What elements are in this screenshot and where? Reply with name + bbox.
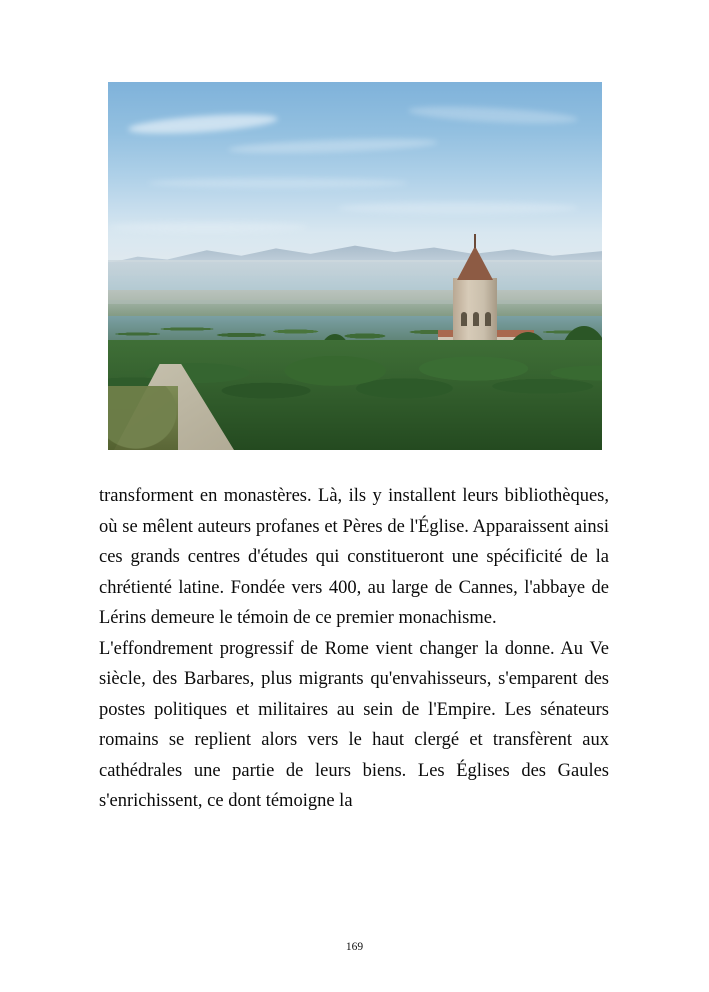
- foreground-scrub: [108, 386, 178, 450]
- tower-window: [461, 312, 467, 326]
- sky-region: [108, 82, 602, 262]
- tower-window: [473, 312, 479, 326]
- abbey-photograph: [108, 82, 602, 450]
- page-content: [99, 82, 609, 817]
- paragraph-2: L'effondrement progressif de Rome vient changer la donne. Au Ve siècle, des Barbares, plus migrants qu'envahisseurs, s'emparent des postes politiques et militaires au sein de l'Empire. Les sénateurs romains se replient alors vers le haut clergé et transfèrent aux cathédrales une partie de leurs biens. Les Églises des Gaules s'enrichissent, ce dont témoigne la: [99, 638, 609, 811]
- cloud-streak: [338, 202, 578, 214]
- page-number: 169: [345, 941, 364, 953]
- cloud-streak: [108, 222, 308, 232]
- tower-window: [485, 312, 491, 326]
- paragraph-1: transforment en monastères. Là, ils y installent leurs bibliothèques, où se mêlent auteurs profanes et Pères de l'Église. Apparaissent ainsi ces grands centres d'études qui constitueront une spécificité de la chrétienté latine. Fondée vers 400, au large de Cannes, l'abbaye de Lérins demeure le témoin de ce premier monachisme.: [99, 486, 609, 628]
- tower-roof: [457, 246, 493, 280]
- body-text: [99, 481, 609, 817]
- tower-spire: [474, 234, 476, 248]
- cloud-streak: [148, 178, 408, 188]
- photo-canvas: [108, 82, 602, 450]
